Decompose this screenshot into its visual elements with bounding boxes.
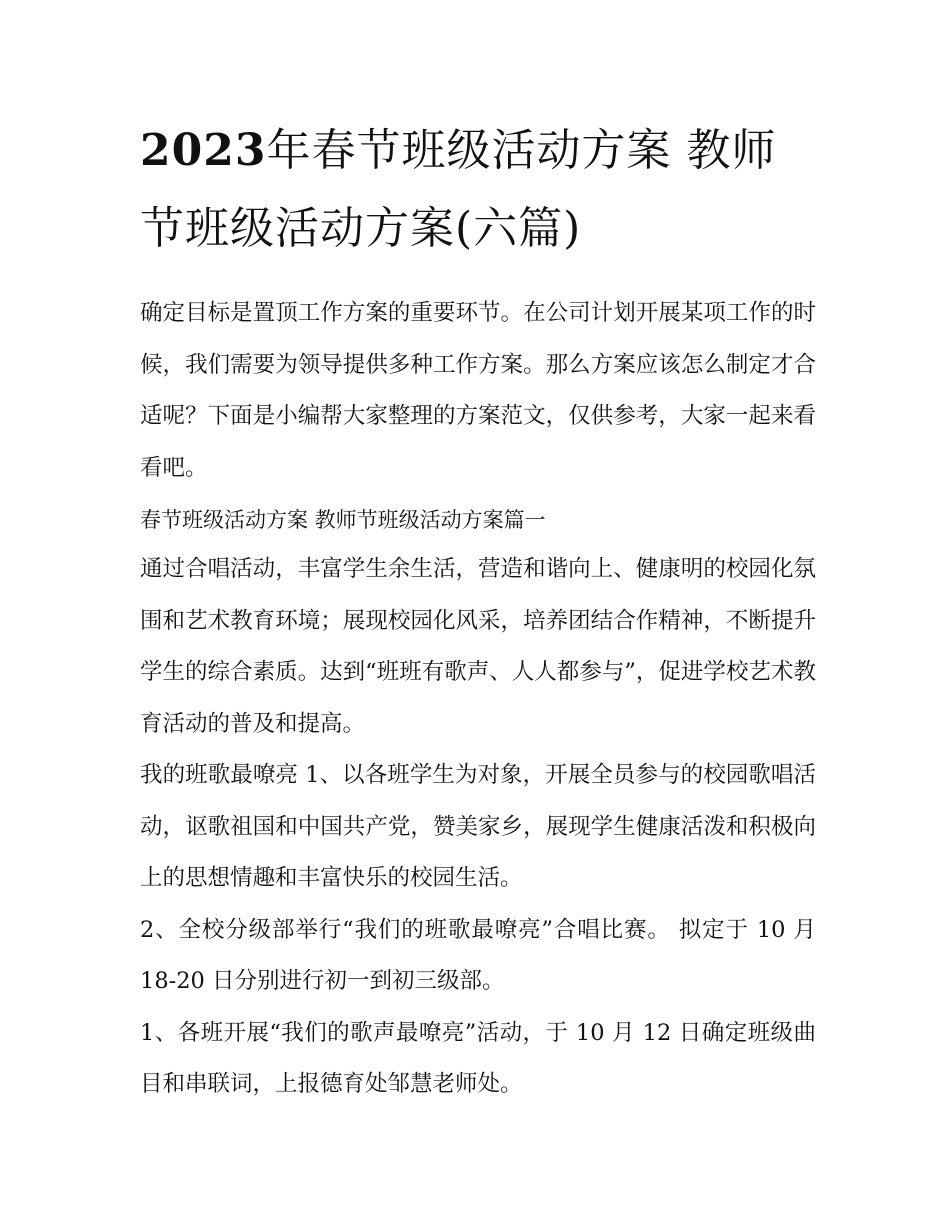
title-year: 2023 xyxy=(140,125,267,176)
document-title xyxy=(140,112,816,268)
document-page xyxy=(140,112,816,1111)
body-paragraph: 我的班歌最嘹亮 1、以各班学生为对象，开展全员参与的校园歌唱活动，讴歌祖国和中国共产党，赞美家乡，展现学生健康活泼和积极向上的思想情趣和丰富快乐的校园生活。 xyxy=(140,762,816,891)
title-text: 年春节班级活动方案 教师节班级活动方案(六篇) xyxy=(140,125,777,254)
body-paragraph: 通过合唱活动，丰富学生余生活，营造和谐向上、健康明的校园化氛围和艺术教育环境；展现校园化风采，培养团结合作精神，不断提升学生的综合素质。达到“班班有歌声、人人都参与”，促进学校艺术教育活动的普及和提高。 xyxy=(140,556,816,737)
intro-paragraph: 确定目标是置顶工作方案的重要环节。在公司计划开展某项工作的时候，我们需要为领导提供多种工作方案。那么方案应该怎么制定才合适呢？下面是小编帮大家整理的方案范文，仅供参考，大家一起来看看吧。 xyxy=(140,300,816,481)
body-paragraph: 2、全校分级部举行“我们的班歌最嘹亮”合唱比赛。 拟定于 10 月 18-20 日分别进行初一到初三级部。 xyxy=(140,916,816,994)
body-paragraph: 1、各班开展“我们的歌声最嘹亮”活动，于 10 月 12 日确定班级曲目和串联词，上报德育处邹慧老师处。 xyxy=(140,1019,816,1097)
section-heading: 春节班级活动方案 教师节班级活动方案篇一 xyxy=(140,508,546,532)
